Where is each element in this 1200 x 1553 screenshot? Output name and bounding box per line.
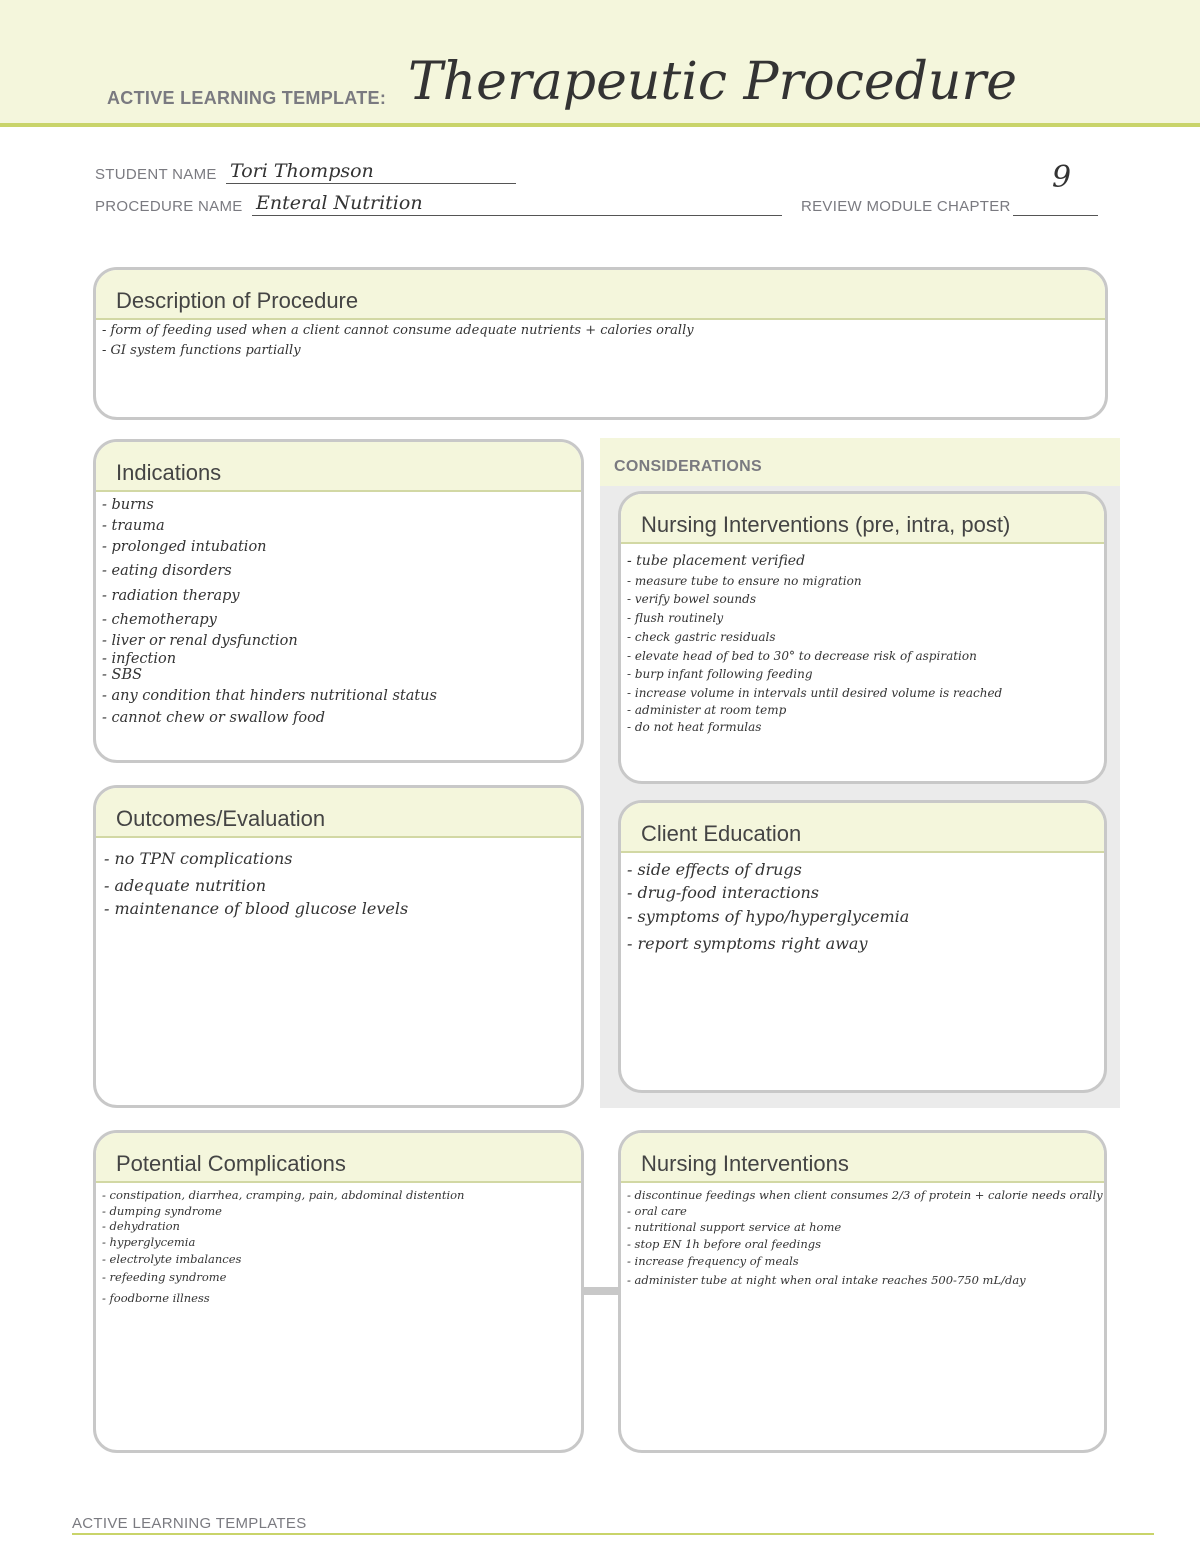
list-item: - verify bowel sounds — [627, 591, 756, 606]
considerations-label: CONSIDERATIONS — [614, 458, 762, 475]
list-item: - burp infant following feeding — [627, 667, 813, 682]
client-education-header — [621, 803, 1104, 853]
header-rule — [0, 123, 1200, 127]
list-item: - constipation, diarrhea, cramping, pain, abdominal distention — [102, 1188, 465, 1202]
review-module-label: REVIEW MODULE CHAPTER — [801, 198, 1011, 215]
list-item: - burns — [102, 497, 154, 513]
indications-section — [93, 439, 584, 763]
list-item: - stop EN 1h before oral feedings — [627, 1236, 821, 1251]
description-section — [93, 267, 1108, 420]
list-item: - drug-food interactions — [627, 882, 820, 902]
nursing-interventions-title: Nursing Interventions — [641, 1151, 849, 1176]
indications-title: Indications — [116, 460, 222, 485]
list-item: - trauma — [102, 517, 165, 534]
list-item: - cannot chew or swallow food — [102, 710, 326, 727]
nursing-interventions-ppp-body[interactable] — [621, 544, 1104, 734]
potential-complications-body[interactable] — [96, 1183, 581, 1304]
list-item: - eating disorders — [102, 562, 232, 579]
description-body[interactable] — [96, 320, 1105, 359]
list-item: - increase frequency of meals — [627, 1253, 799, 1268]
list-item: - symptoms of hypo/hyperglycemia — [627, 907, 910, 927]
list-item: - maintenance of blood glucose levels — [104, 899, 409, 919]
list-item: - discontinue feedings when client consumes 2/3 of protein + calorie needs orally — [627, 1188, 1103, 1202]
list-item: - liver or renal dysfunction — [102, 632, 298, 649]
procedure-name-value[interactable]: Enteral Nutrition — [256, 192, 423, 214]
list-item: - elevate head of bed to 30° to decrease risk of aspiration — [627, 649, 977, 664]
list-item: - do not heat formulas — [627, 719, 762, 734]
list-item: - administer tube at night when oral intake reaches 500-750 mL/day — [627, 1273, 1026, 1288]
template-label: ACTIVE LEARNING TEMPLATE: — [107, 88, 387, 108]
nursing-interventions-body[interactable] — [621, 1183, 1104, 1287]
template-title: Therapeutic Procedure — [408, 52, 1017, 112]
nursing-interventions-ppp-section — [618, 491, 1107, 784]
list-item: - side effects of drugs — [627, 860, 802, 879]
list-item: - prolonged intubation — [102, 538, 267, 555]
procedure-name-label: PROCEDURE NAME — [95, 198, 243, 215]
potential-complications-title: Potential Complications — [116, 1151, 346, 1176]
list-item: - infection — [102, 650, 177, 667]
student-name-value[interactable]: Tori Thompson — [230, 160, 374, 182]
nursing-interventions-ppp-title: Nursing Interventions (pre, intra, post) — [641, 512, 1011, 537]
procedure-name-line — [252, 215, 782, 216]
list-item: - no TPN complications — [104, 849, 293, 868]
client-education-title: Client Education — [641, 821, 802, 846]
list-item: - dehydration — [102, 1219, 180, 1234]
outcomes-body[interactable] — [96, 838, 581, 918]
client-education-body[interactable] — [621, 853, 1104, 952]
list-item: - administer at room temp — [627, 702, 787, 717]
outcomes-header — [96, 788, 581, 838]
description-header — [96, 270, 1105, 320]
list-item: - hyperglycemia — [102, 1234, 196, 1249]
list-item: - refeeding syndrome — [102, 1270, 227, 1285]
nursing-interventions-section — [618, 1130, 1107, 1453]
list-item: - measure tube to ensure no migration — [627, 574, 862, 589]
list-item: - nutritional support service at home — [627, 1220, 842, 1235]
list-item: - dumping syndrome — [102, 1203, 222, 1218]
list-item: - check gastric residuals — [627, 629, 776, 644]
outcomes-section — [93, 785, 584, 1108]
potential-complications-section — [93, 1130, 584, 1453]
list-item: - adequate nutrition — [104, 875, 267, 895]
list-item: - report symptoms right away — [627, 933, 868, 953]
list-item: - flush routinely — [627, 610, 724, 625]
nursing-interventions-ppp-header — [621, 494, 1104, 544]
student-name-label: STUDENT NAME — [95, 166, 217, 183]
footer-rule — [72, 1533, 1154, 1535]
description-title: Description of Procedure — [116, 288, 359, 313]
indications-body[interactable] — [96, 492, 581, 727]
section-connector — [583, 1287, 621, 1295]
indications-header — [96, 442, 581, 492]
list-item: - oral care — [627, 1203, 687, 1218]
list-item: - tube placement verified — [627, 553, 806, 569]
list-item: - radiation therapy — [102, 587, 240, 604]
list-item: - chemotherapy — [102, 611, 217, 628]
client-education-section — [618, 800, 1107, 1093]
list-item: - any condition that hinders nutritional status — [102, 688, 437, 705]
review-module-value[interactable]: 9 — [1052, 160, 1072, 195]
review-module-line — [1013, 215, 1098, 216]
list-item: - foodborne illness — [102, 1290, 210, 1305]
potential-complications-header — [96, 1133, 581, 1183]
list-item: - GI system functions partially — [102, 343, 301, 359]
student-name-line — [226, 183, 516, 184]
list-item: - form of feeding used when a client cannot consume adequate nutrients + calories orally — [102, 323, 694, 338]
list-item: - SBS — [102, 666, 143, 683]
outcomes-title: Outcomes/Evaluation — [116, 806, 326, 831]
footer-label: ACTIVE LEARNING TEMPLATES — [72, 1515, 307, 1532]
nursing-interventions-header — [621, 1133, 1104, 1183]
list-item: - increase volume in intervals until desired volume is reached — [627, 685, 1003, 700]
list-item: - electrolyte imbalances — [102, 1251, 242, 1266]
